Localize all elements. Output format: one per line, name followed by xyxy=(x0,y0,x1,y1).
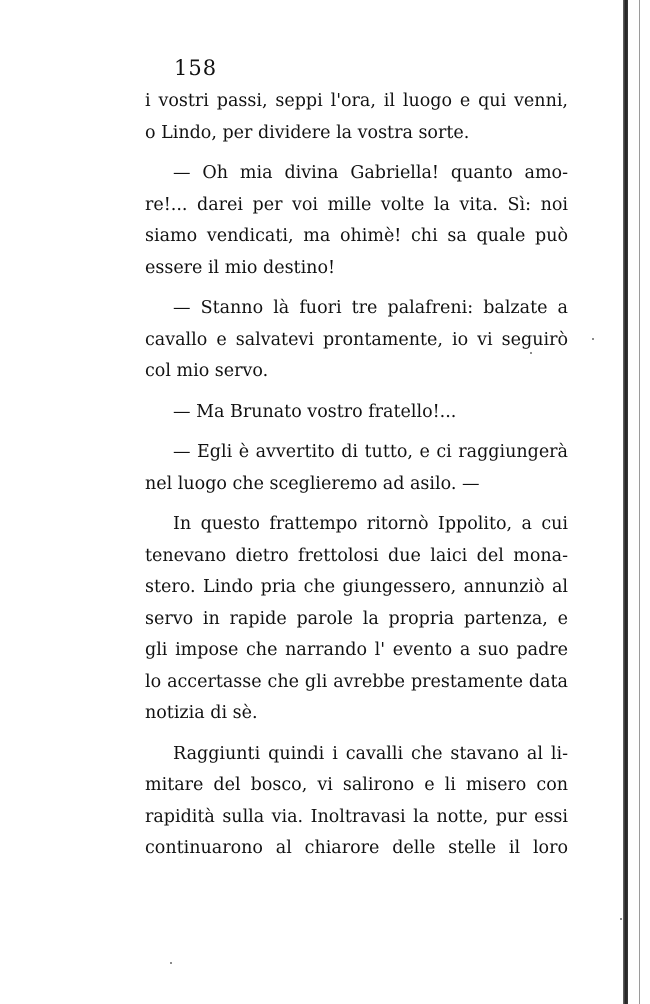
text-line: In questo frattempo ritornò Ippolito, a cui xyxy=(173,514,568,534)
text-line: mitare del bosco, vi salirono e li misero con xyxy=(145,775,568,795)
text-line: o Lindo, per dividere la vostra sorte. xyxy=(145,122,470,143)
text-line: siamo vendicati, ma ohimè! chi sa quale può xyxy=(145,226,568,246)
text-line: — Ma Brunato vostro fratello!... xyxy=(173,401,457,422)
page-number: 158 xyxy=(174,56,218,80)
text-line: Raggiunti quindi i cavalli che stavano al li- xyxy=(173,743,568,764)
text-line: essere il mio destino! xyxy=(145,257,336,278)
text-line: stero. Lindo pria che giungessero, annunziò al xyxy=(145,577,568,597)
paragraph xyxy=(145,739,568,865)
text-line: — Oh mia divina Gabriella! quanto amo- xyxy=(173,163,568,183)
text-line: servo in rapide parole la propria partenza, e xyxy=(145,608,568,629)
text-line: gli impose che narrando l' evento a suo padre xyxy=(145,640,568,660)
page-edge-line xyxy=(639,0,640,1004)
paragraph xyxy=(145,158,568,284)
text-line: notizia di sè. xyxy=(145,703,258,723)
text-line: — Stanno là fuori tre palafreni: balzate a xyxy=(173,298,568,318)
paper-speck xyxy=(620,918,622,920)
text-line: nel luogo che sceglieremo ad asilo. — xyxy=(145,473,480,494)
text-line: tenevano dietro frettolosi due laici del mona- xyxy=(145,545,568,566)
text-line: i vostri passi, seppi l'ora, il luogo e qui venni, xyxy=(145,91,568,111)
paragraph xyxy=(145,437,568,500)
text-line: rapidità sulla via. Inoltravasi la notte, pur essi xyxy=(145,806,568,827)
text-line: col mio servo. xyxy=(145,361,269,381)
paragraph xyxy=(145,397,568,429)
text-line: continuarono al chiarore delle stelle il loro xyxy=(145,838,568,858)
paper-speck xyxy=(592,338,594,340)
paper-speck xyxy=(170,962,172,964)
body-text xyxy=(145,86,568,865)
text-line: lo accertasse che gli avrebbe prestamente data xyxy=(145,671,568,692)
text-line: re!... darei per voi mille volte la vita. Sì: noi xyxy=(145,194,568,215)
paper-speck xyxy=(530,352,532,354)
binding-edge xyxy=(623,0,628,1004)
paragraph xyxy=(145,86,568,149)
text-line: cavallo e salvatevi prontamente, io vi seguirò xyxy=(145,329,568,350)
text-line: — Egli è avvertito di tutto, e ci raggiungerà xyxy=(173,442,568,462)
paragraph xyxy=(145,509,568,730)
paragraph xyxy=(145,293,568,388)
